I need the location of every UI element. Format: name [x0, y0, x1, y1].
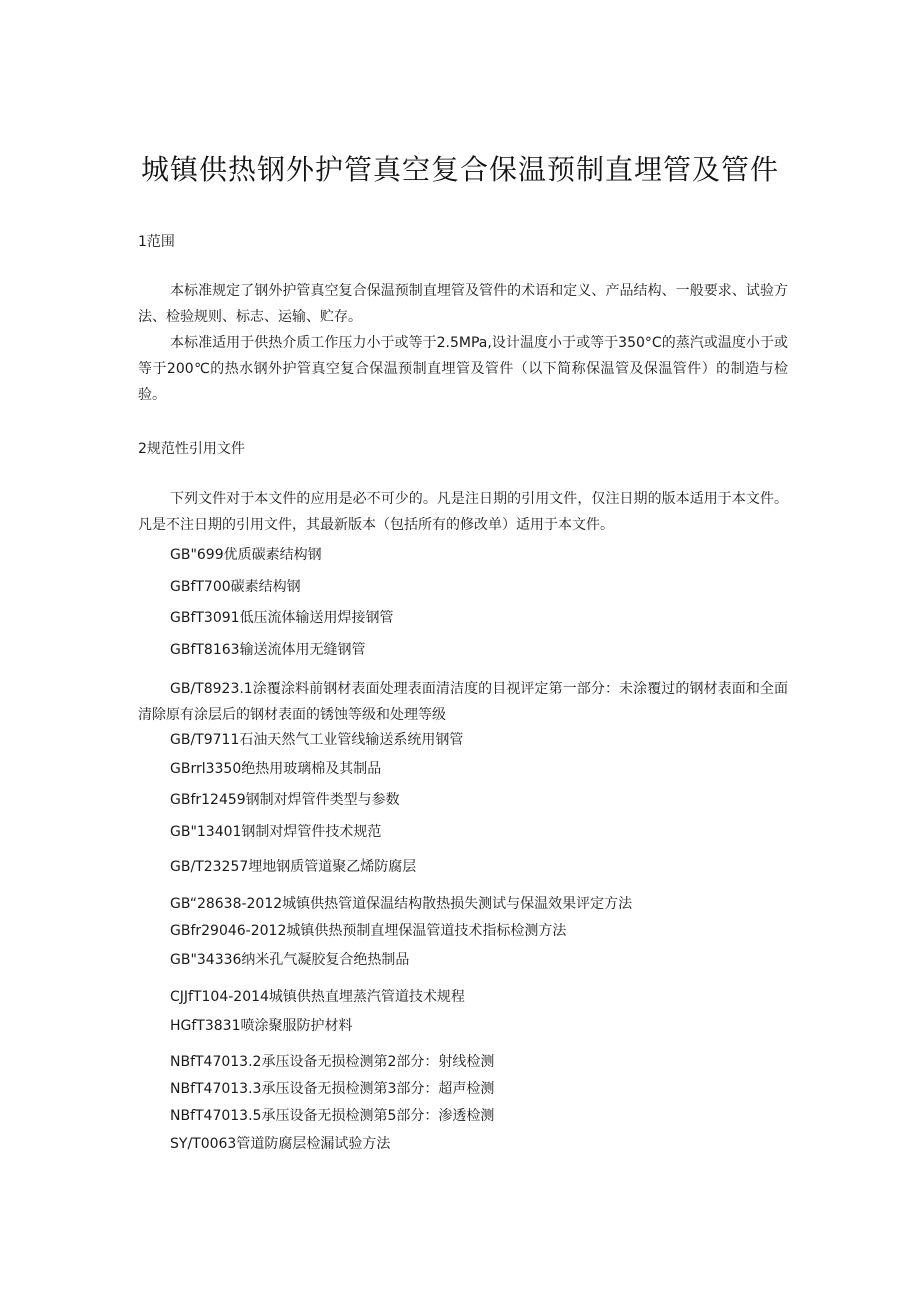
reference-item: GB/T8923.1涂覆涂料前钢材表面处理表面清洁度的目视评定第一部分：未涂覆过的钢材表面和全面清除原有涂层后的钢材表面的锈蚀等级和处理等级: [138, 681, 788, 723]
section-heading-scope: 1范围: [138, 234, 175, 250]
reference-item: HGfT3831喷涂聚服防护材料: [170, 1018, 353, 1034]
reference-item: GB"13401钢制对焊管件技术规范: [170, 824, 382, 840]
reference-item: GBfT8163输送流体用无缝钢管: [170, 642, 366, 658]
reference-item: GBfr29046-2012城镇供热预制直埋保温管道技术指标检测方法: [170, 923, 567, 939]
reference-item: GB"699优质碳素结构钢: [170, 547, 322, 563]
reference-item: NBfT47013.5承压设备无损检测第5部分：渗透检测: [170, 1108, 495, 1124]
reference-item: GB“28638-2012城镇供热管道保温结构散热损失测试与保温效果评定方法: [170, 896, 633, 912]
reference-item: GB"34336纳米孔气凝胶复合绝热制品: [170, 952, 410, 968]
reference-item: GBfT700碳素结构钢: [170, 579, 301, 595]
reference-item: GBfr12459钢制对焊管件类型与参数: [170, 792, 400, 808]
scope-paragraph-2: 本标准适用于供热介质工作压力小于或等于2.5MPa,设计温度小于或等于350°C的蒸汽或温度小于或等于200℃的热水钢外护管真空复合保温预制直埋管及管件（以下简称保温管及保温管件）的制造与检验。: [138, 335, 788, 403]
scope-paragraph-1: 本标准规定了钢外护管真空复合保温预制直埋管及管件的术语和定义、产品结构、一般要求、试验方法、检验规则、标志、运输、贮存。: [138, 283, 788, 325]
reference-item: NBfT47013.2承压设备无损检测第2部分：射线检测: [170, 1054, 495, 1070]
reference-item: NBfT47013.3承压设备无损检测第3部分：超声检测: [170, 1081, 495, 1097]
reference-item: SY/T0063管道防腐层检漏试验方法: [170, 1136, 391, 1152]
reference-item: GBfT3091低压流体输送用焊接钢管: [170, 610, 394, 626]
reference-item: GB/T23257埋地钢质管道聚乙烯防腐层: [170, 859, 417, 875]
reference-item: CJJfT104-2014城镇供热直埋蒸汽管道技术规程: [170, 989, 465, 1005]
document-title: 城镇供热钢外护管真空复合保温预制直埋管及管件: [140, 153, 779, 186]
reference-item: GBrrl3350绝热用玻璃棉及其制品: [170, 761, 382, 777]
reference-item: GB/T9711石油天然气工业管线输送系统用钢管: [170, 732, 464, 748]
section-heading-normative-references: 2规范性引用文件: [138, 441, 245, 457]
references-intro-paragraph: 下列文件对于本文件的应用是必不可少的。凡是注日期的引用文件，仅注日期的版本适用于本文件。凡是不注日期的引用文件，其最新版本（包括所有的修改单）适用于本文件。: [138, 491, 788, 533]
